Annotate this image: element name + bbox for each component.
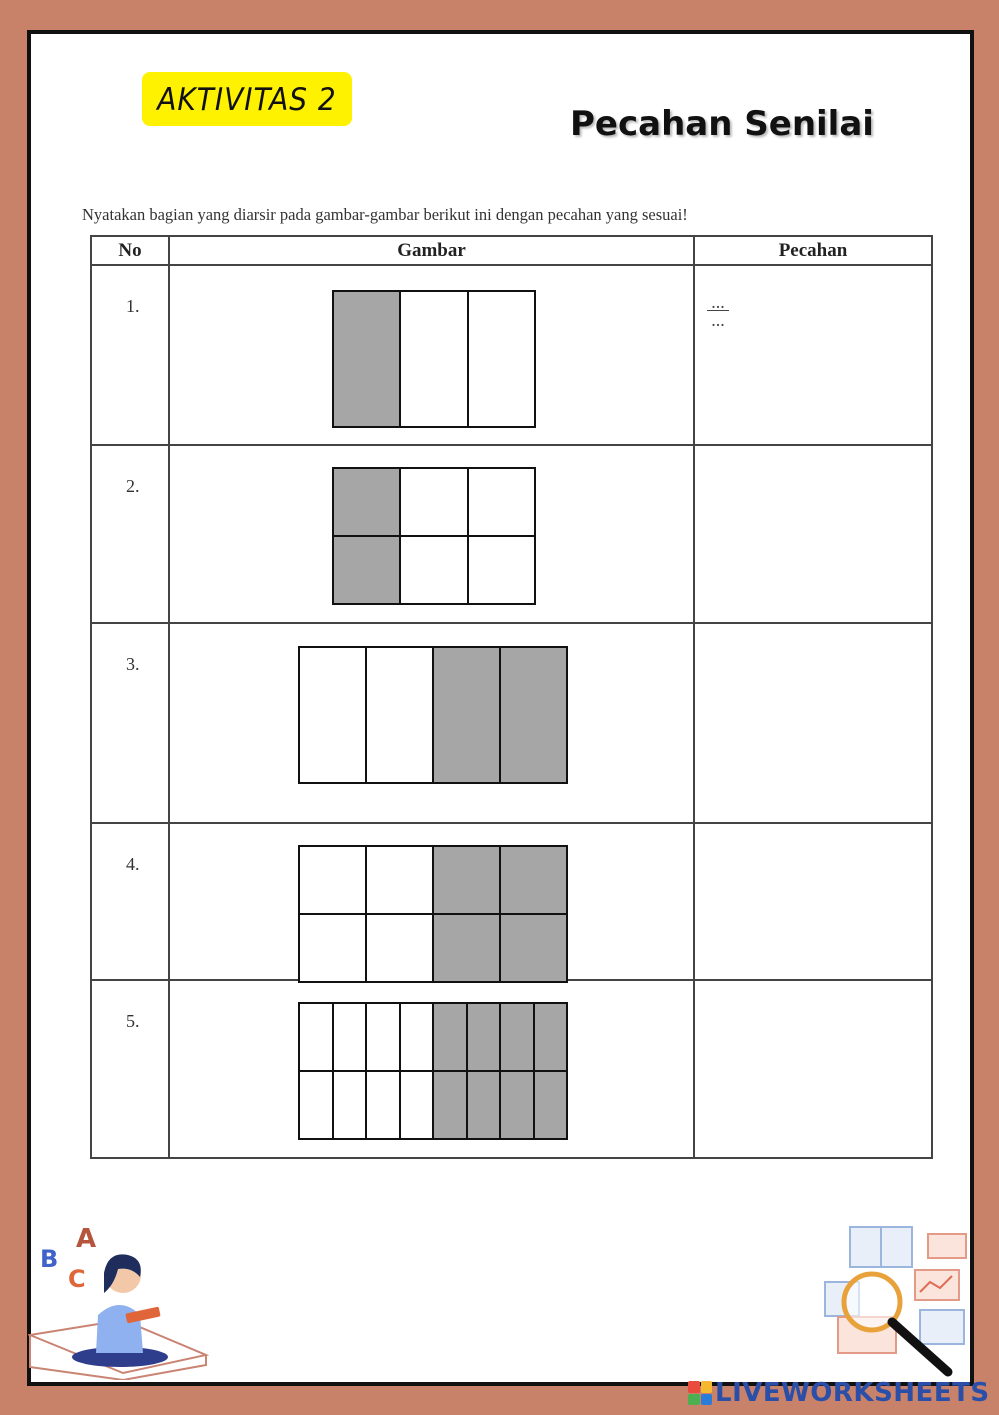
unshaded-part [367,1004,399,1070]
table-header-row [91,236,932,265]
row-number: 3. [91,623,169,823]
table-row [91,980,932,1158]
shaded-part [434,648,499,782]
letter-b: B [40,1245,59,1273]
shaded-part [501,1004,533,1070]
liveworksheets-icon [688,1381,712,1405]
table-row [91,445,932,623]
table-row [91,623,932,823]
unshaded-part [367,915,432,981]
unshaded-part [334,1072,366,1138]
shaded-part [434,847,499,913]
unshaded-part [300,915,365,981]
page-title: Pecahan Senilai [570,104,874,144]
figure-cell [169,445,694,623]
shaded-part [468,1072,500,1138]
shaded-part [434,1072,466,1138]
girl-reading-illustration [28,1215,218,1380]
row-number: 1. [91,265,169,445]
liveworksheets-logo [688,1378,990,1408]
instruction-text: Nyatakan bagian yang diarsir pada gambar-gambar berikut ini dengan pecahan yang sesuai! [82,205,688,224]
header-no: No [91,236,169,265]
unshaded-part [300,648,365,782]
table-row [91,265,932,445]
shaded-part [468,1004,500,1070]
fraction-figure [298,845,568,983]
shaded-part [501,847,566,913]
unshaded-part [401,1072,433,1138]
fraction-figure [332,290,536,428]
letter-c: C [68,1265,86,1293]
unshaded-part [367,1072,399,1138]
unshaded-part [401,469,466,535]
shaded-part [501,915,566,981]
fraction-answer-cell[interactable] [694,823,932,980]
shaded-part [535,1004,567,1070]
shaded-part [501,1072,533,1138]
fraction-numerator[interactable]: ... [707,296,729,311]
unshaded-part [367,847,432,913]
liveworksheets-brand: LIVEWORKSHEETS [715,1378,990,1408]
fraction-answer-cell[interactable] [694,265,932,445]
unshaded-part [469,469,534,535]
shaded-part [334,537,399,603]
unshaded-part [401,292,466,426]
magnifier-books-illustration [820,1222,970,1382]
unshaded-part [401,1004,433,1070]
shaded-part [334,292,399,426]
figure-cell [169,623,694,823]
activity-badge-label: AKTIVITAS 2 [157,80,337,118]
fraction-figure [332,467,536,605]
shaded-part [334,469,399,535]
unshaded-part [334,1004,366,1070]
figure-cell [169,265,694,445]
activity-badge [142,72,352,126]
row-number: 4. [91,823,169,980]
fraction-figure [298,1002,568,1140]
fraction-answer-cell[interactable] [694,623,932,823]
shaded-part [434,1004,466,1070]
shaded-part [501,648,566,782]
row-number: 5. [91,980,169,1158]
header-figure: Gambar [169,236,694,265]
unshaded-part [469,537,534,603]
figure-cell [169,980,694,1158]
shaded-part [535,1072,567,1138]
shaded-part [434,915,499,981]
unshaded-part [300,847,365,913]
figure-cell [169,823,694,980]
fraction-figure [298,646,568,784]
unshaded-part [401,537,466,603]
unshaded-part [300,1004,332,1070]
exercise-table [90,235,933,1159]
unshaded-part [469,292,534,426]
fraction-denominator[interactable]: ... [711,310,725,330]
fraction-answer-cell[interactable] [694,980,932,1158]
fraction-answer-cell[interactable] [694,445,932,623]
unshaded-part [367,648,432,782]
fraction-answer[interactable] [707,292,729,330]
unshaded-part [300,1072,332,1138]
table-row [91,823,932,980]
header-fraction: Pecahan [694,236,932,265]
letter-a: A [76,1224,97,1254]
row-number: 2. [91,445,169,623]
